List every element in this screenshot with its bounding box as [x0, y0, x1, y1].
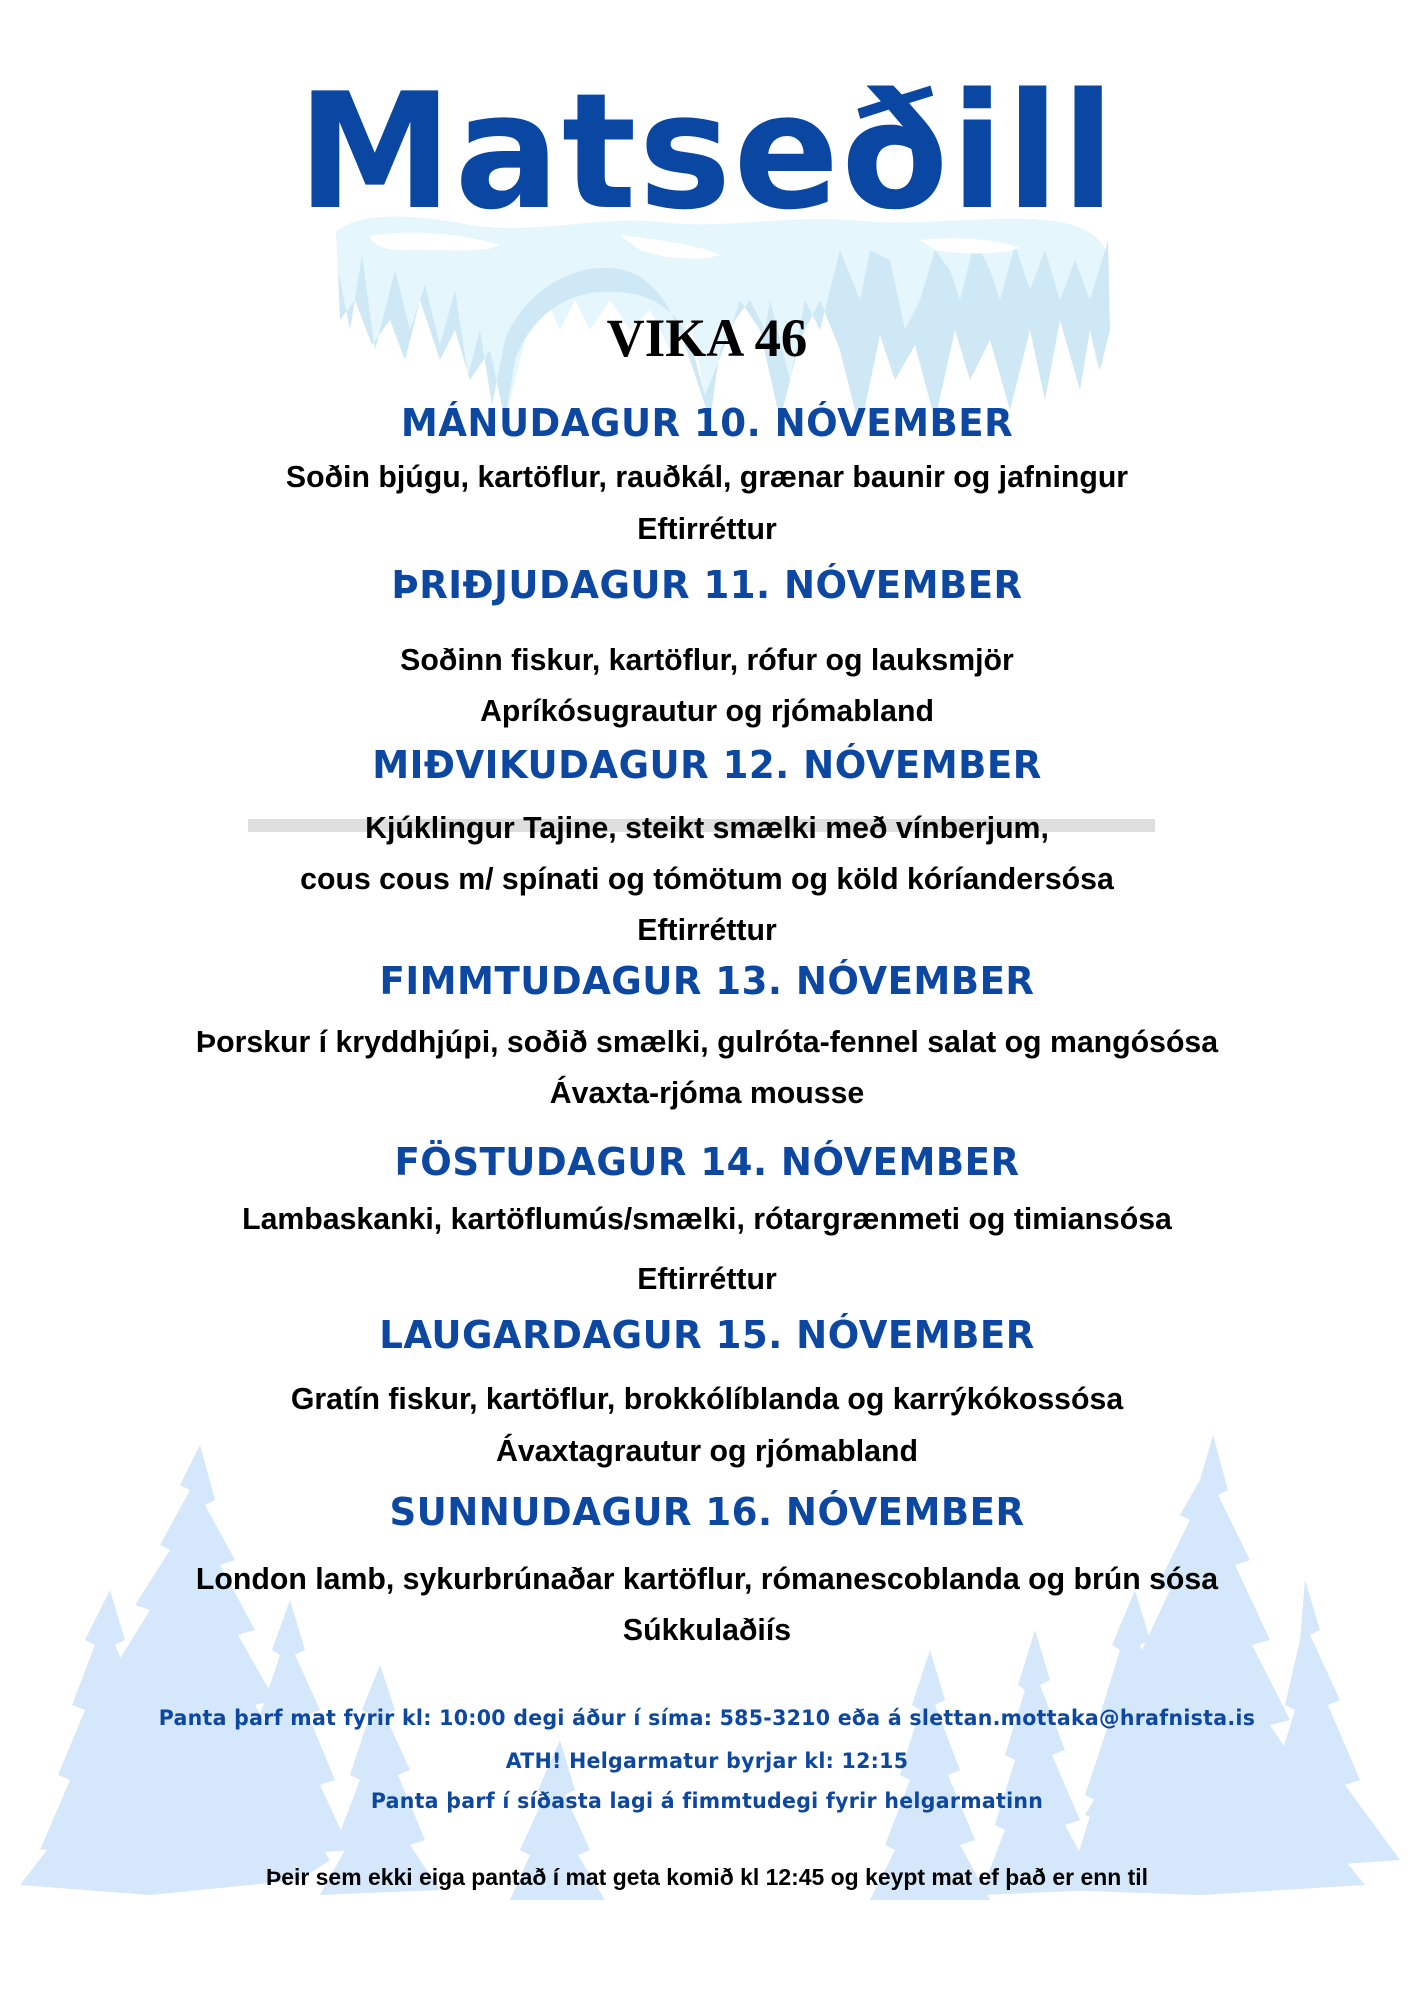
day-heading-friday: FÖSTUDAGUR 14. NÓVEMBER	[394, 1140, 1020, 1184]
order-info-note: Panta þarf mat fyrir kl: 10:00 degi áður í síma: 585-3210 eða á slettan.mottaka@hrafnista.is	[158, 1706, 1256, 1730]
day-heading-monday: MÁNUDAGUR 10. NÓVEMBER	[400, 401, 1014, 445]
day-heading-saturday: LAUGARDAGUR 15. NÓVEMBER	[379, 1313, 1035, 1357]
day-heading-wednesday: MIÐVIKUDAGUR 12. NÓVEMBER	[372, 743, 1042, 787]
dish-line: Kjúklingur Tajine, steikt smælki með vínberjum,	[365, 810, 1049, 845]
dish-line: Þorskur í kryddhjúpi, soðið smælki, gulróta-fennel salat og mangósósa	[195, 1024, 1219, 1059]
dessert-line: Ávaxta-rjóma mousse	[549, 1075, 865, 1110]
page-title: Matseðill	[297, 58, 1117, 245]
day-heading-sunday: SUNNUDAGUR 16. NÓVEMBER	[389, 1490, 1025, 1534]
dish-line: Gratín fiskur, kartöflur, brokkólíblanda og karrýkókossósa	[290, 1381, 1124, 1416]
day-heading-thursday: FIMMTUDAGUR 13. NÓVEMBER	[379, 959, 1035, 1003]
day-heading-tuesday: ÞRIÐJUDAGUR 11. NÓVEMBER	[391, 563, 1023, 607]
weekend-order-note: Panta þarf í síðasta lagi á fimmtudegi fyrir helgarmatinn	[370, 1789, 1044, 1813]
dessert-line: Ávaxtagrautur og rjómabland	[496, 1433, 918, 1468]
dessert-line: Eftirréttur	[637, 912, 777, 947]
dessert-line: Eftirréttur	[637, 1261, 777, 1296]
week-label: VIKA 46	[606, 308, 808, 368]
dish-line: cous cous m/ spínati og tómötum og köld kóríandersósa	[300, 861, 1114, 896]
dish-line: Lambaskanki, kartöflumús/smælki, rótargrænmeti og timiansósa	[242, 1201, 1172, 1236]
dessert-line: Eftirréttur	[637, 511, 777, 546]
dish-line: Soðin bjúgu, kartöflur, rauðkál, grænar baunir og jafningur	[285, 459, 1129, 494]
dish-line: London lamb, sykurbrúnaðar kartöflur, rómanescoblanda og brún sósa	[195, 1561, 1219, 1596]
dessert-line: Apríkósugrautur og rjómabland	[480, 693, 934, 728]
dessert-line: Súkkulaðiís	[622, 1612, 792, 1647]
dish-line: Soðinn fiskur, kartöflur, rófur og lauksmjör	[400, 642, 1014, 677]
weekend-start-note: ATH! Helgarmatur byrjar kl: 12:15	[505, 1749, 909, 1773]
walk-in-note: Þeir sem ekki eiga pantað í mat geta komið kl 12:45 og keypt mat ef það er enn til	[265, 1864, 1149, 1890]
